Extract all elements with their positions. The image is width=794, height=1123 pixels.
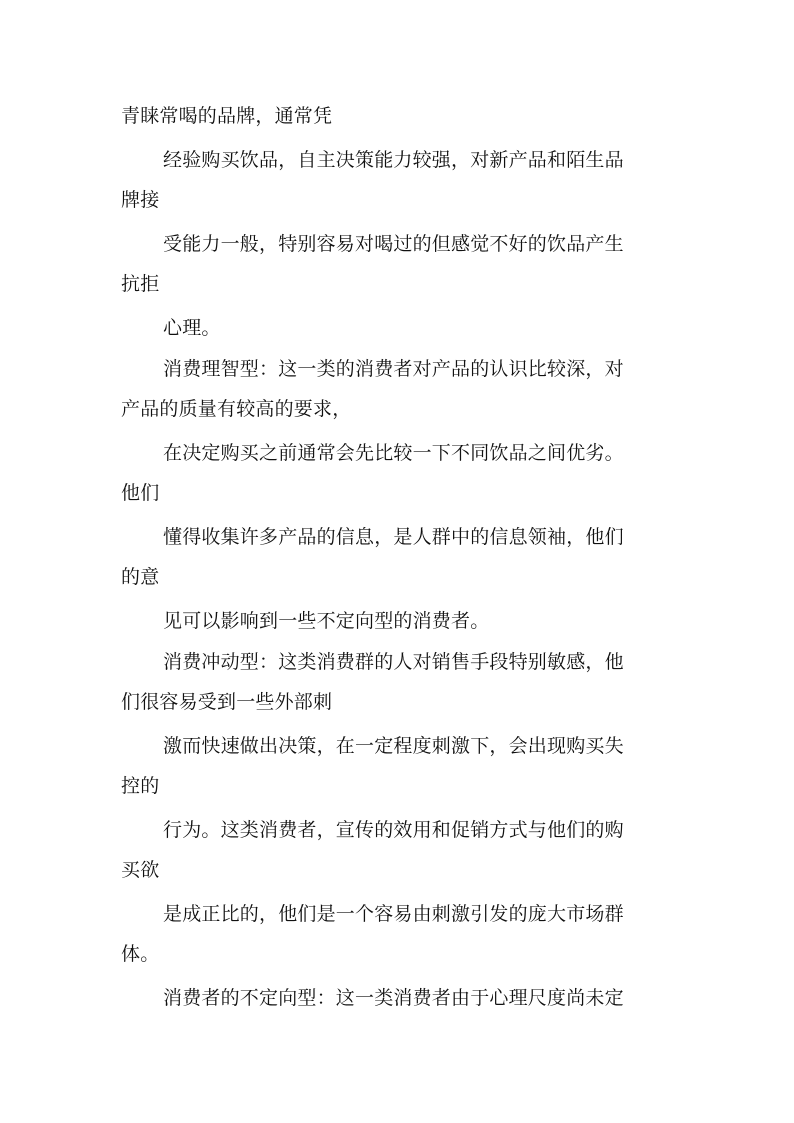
text-line: 牌接 bbox=[121, 189, 160, 211]
text-line: 是成正比的，他们是一个容易由刺激引发的庞大市场群 bbox=[163, 903, 624, 925]
text-line: 产品的质量有较高的要求， bbox=[121, 398, 352, 420]
text-line: 控的 bbox=[121, 775, 160, 797]
text-line: 心理。 bbox=[163, 317, 221, 339]
text-line: 懂得收集许多产品的信息，是人群中的信息领袖，他们 bbox=[163, 526, 624, 548]
text-line: 抗拒 bbox=[121, 273, 160, 295]
text-line: 买欲 bbox=[121, 859, 160, 881]
text-line: 见可以影响到一些不定向型的消费者。 bbox=[163, 610, 490, 632]
text-line: 行为。这类消费者，宣传的效用和促销方式与他们的购 bbox=[163, 819, 624, 841]
text-line: 他们 bbox=[121, 482, 160, 504]
text-line: 激而快速做出决策，在一定程度刺激下，会出现购买失 bbox=[163, 735, 624, 757]
text-line: 体。 bbox=[121, 943, 160, 965]
text-line: 消费冲动型：这类消费群的人对销售手段特别敏感，他 bbox=[163, 651, 624, 673]
text-line: 消费者的不定向型：这一类消费者由于心理尺度尚未定 bbox=[163, 987, 624, 1009]
text-line: 青睐常喝的品牌，通常凭 bbox=[121, 105, 333, 127]
text-line: 经验购买饮品，自主决策能力较强，对新产品和陌生品 bbox=[163, 149, 624, 171]
text-line: 消费理智型：这一类的消费者对产品的认识比较深，对 bbox=[163, 358, 624, 380]
text-line: 在决定购买之前通常会先比较一下不同饮品之间优劣。 bbox=[163, 442, 624, 464]
text-line: 们很容易受到一些外部刺 bbox=[121, 691, 333, 713]
text-line: 的意 bbox=[121, 566, 160, 588]
text-line: 受能力一般，特别容易对喝过的但感觉不好的饮品产生 bbox=[163, 233, 624, 255]
